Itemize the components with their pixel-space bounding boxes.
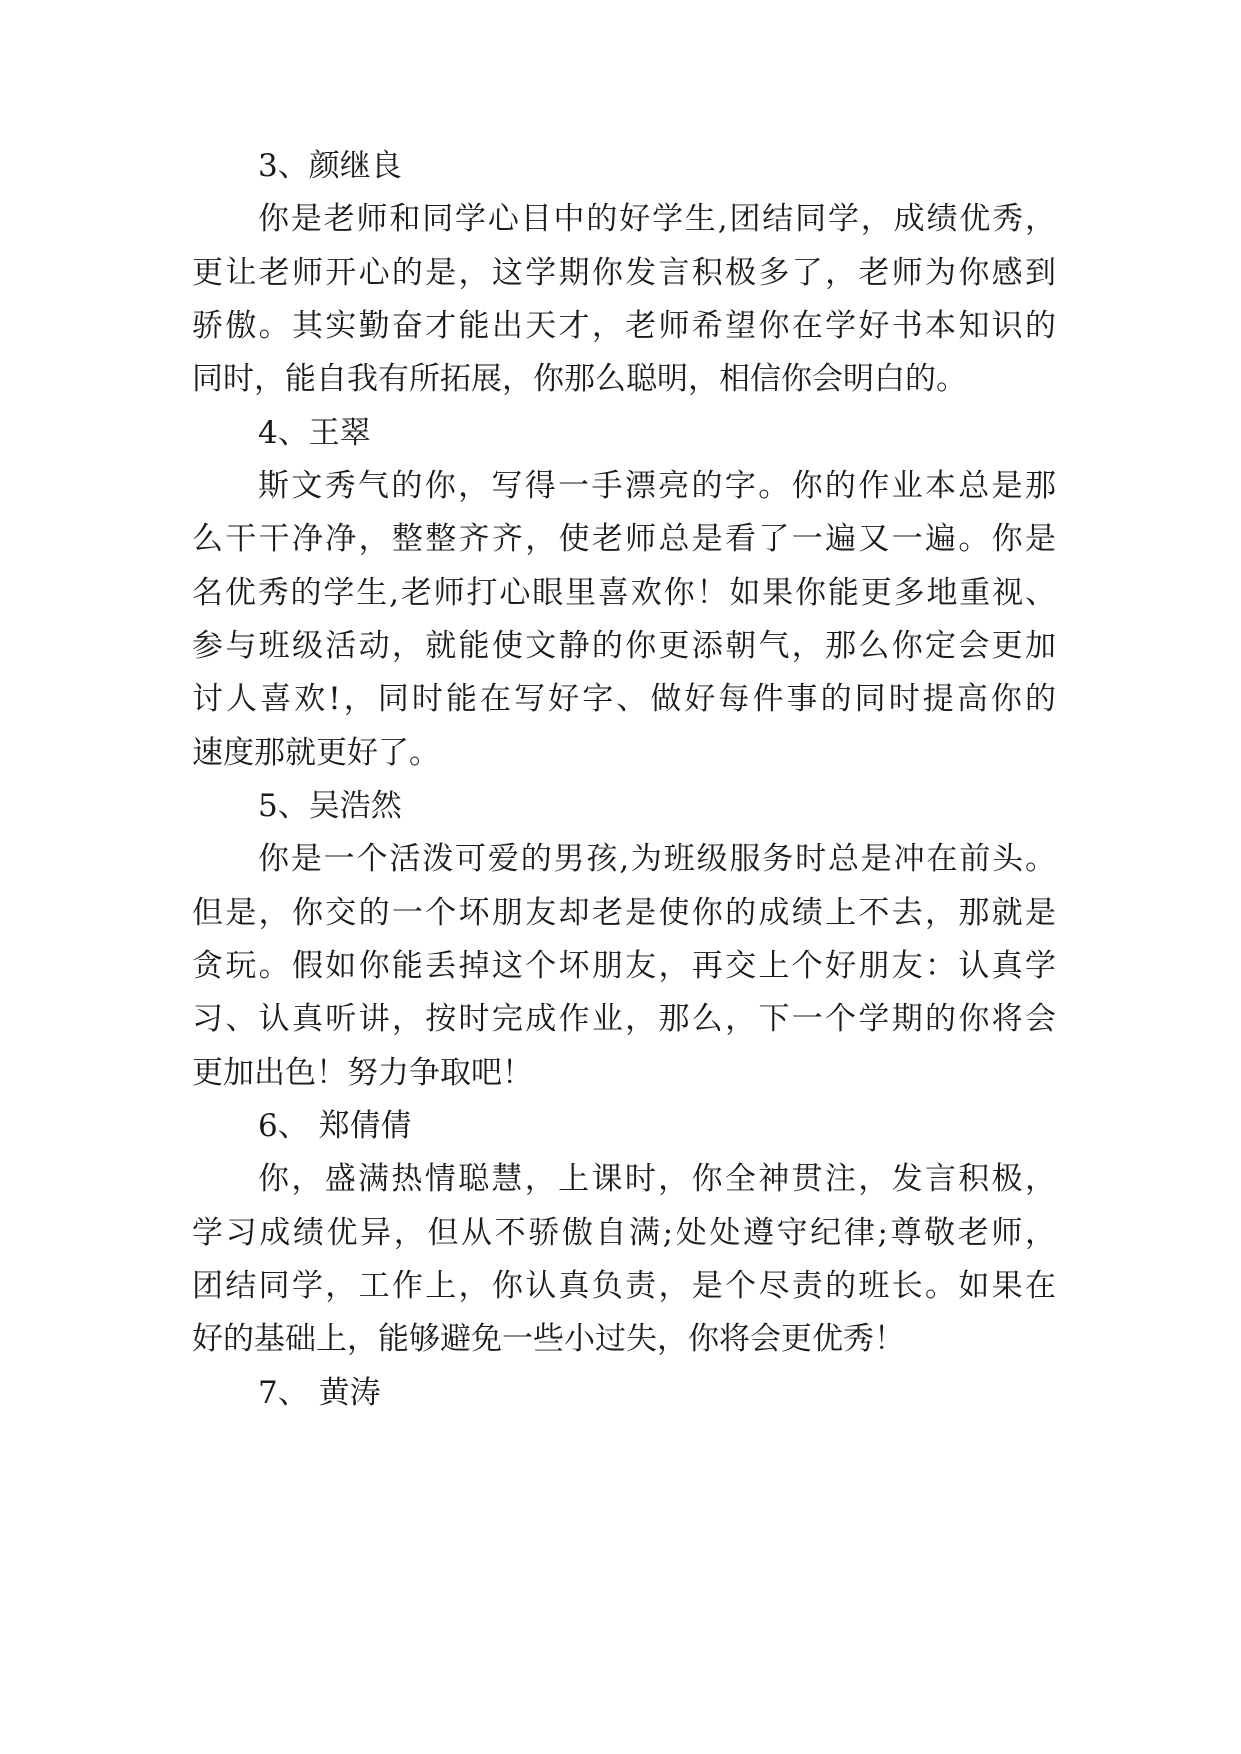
comment-line: 贪玩。假如你能丢掉这个坏朋友，再交上个好朋友：认真学 — [192, 948, 1056, 984]
student-heading-6: 6、 郑倩倩 — [258, 1108, 412, 1144]
comment-line: 习、认真听讲，按时完成作业，那么，下一个学期的你将会 — [192, 1001, 1056, 1037]
comment-line: 好的基础上，能够避免一些小过失，你将会更优秀！ — [192, 1321, 905, 1357]
student-heading-3: 3、颜继良 — [258, 148, 402, 184]
comment-line: 你是老师和同学心目中的好学生,团结同学，成绩优秀， — [258, 201, 1056, 237]
comment-line: 斯文秀气的你，写得一手漂亮的字。你的作业本总是那 — [258, 468, 1056, 504]
comment-line: 么干干净净，整整齐齐，使老师总是看了一遍又一遍。你是 — [192, 521, 1056, 557]
student-heading-4: 4、王翠 — [258, 415, 371, 451]
comment-line: 但是，你交的一个坏朋友却老是使你的成绩上不去，那就是 — [192, 895, 1056, 931]
student-heading-7: 7、 黄涛 — [258, 1375, 381, 1411]
comment-line: 你是一个活泼可爱的男孩,为班级服务时总是冲在前头。 — [258, 841, 1056, 877]
comment-line: 同时，能自我有所拓展，你那么聪明，相信你会明白的。 — [192, 361, 967, 397]
comment-line: 团结同学，工作上，你认真负责，是个尽责的班长。如果在 — [192, 1268, 1056, 1304]
comment-line: 学习成绩优异，但从不骄傲自满;处处遵守纪律;尊敬老师， — [192, 1215, 1056, 1251]
student-heading-5: 5、吴浩然 — [258, 788, 402, 824]
comment-line: 讨人喜欢!，同时能在写好字、做好每件事的同时提高你的 — [192, 681, 1056, 717]
comment-line: 更加出色！努力争取吧！ — [192, 1055, 533, 1091]
comment-line: 名优秀的学生,老师打心眼里喜欢你！如果你能更多地重视、 — [192, 575, 1056, 611]
comment-line: 速度那就更好了。 — [192, 735, 440, 771]
comment-line: 参与班级活动，就能使文静的你更添朝气，那么你定会更加 — [192, 628, 1056, 664]
comment-line: 骄傲。其实勤奋才能出天才，老师希望你在学好书本知识的 — [192, 308, 1056, 344]
comment-line: 你，盛满热情聪慧，上课时，你全神贯注，发言积极， — [258, 1161, 1056, 1197]
comment-line: 更让老师开心的是，这学期你发言积极多了，老师为你感到 — [192, 255, 1056, 291]
